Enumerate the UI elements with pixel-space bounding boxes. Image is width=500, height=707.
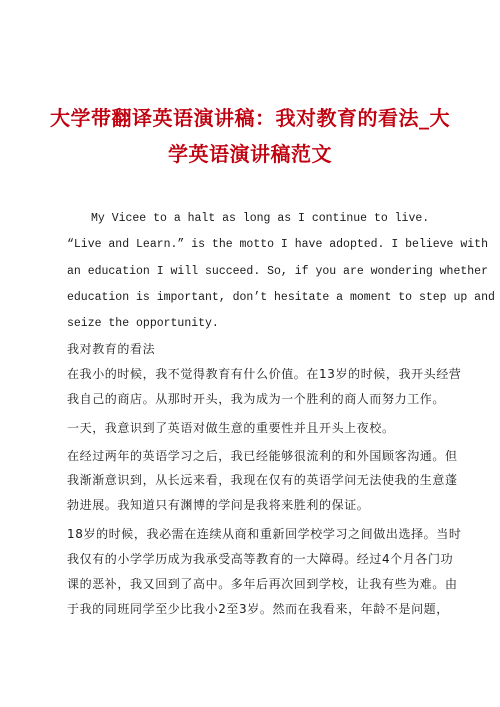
body-line: 我自己的商店。从那时开头，我为成为一个胜利的商人而努力工作。 bbox=[67, 392, 446, 406]
body-line: an education I will succeed. So, if you are wondering whether bbox=[67, 265, 488, 278]
title-line-1: 大学带翻译英语演讲稿：我对教育的看法_大 bbox=[50, 106, 450, 130]
body-line: “Live and Learn.” is the motto I have adopted. I believe with bbox=[67, 238, 488, 251]
body-line: seize the opportunity. bbox=[67, 317, 219, 330]
body-line: 我仅有的小学学历成为我承受高等教育的一大障碍。经过4个月各门功 bbox=[67, 552, 454, 566]
body-line: 在我小的时候，我不觉得教育有什么价值。在13岁的时候，我开头经营 bbox=[67, 367, 462, 381]
section-heading: 我对教育的看法 bbox=[67, 342, 156, 356]
body-line: 在经过两年的英语学习之后，我已经能够很流利的和外国顾客沟通。但 bbox=[67, 449, 458, 463]
body-line: 我渐渐意识到，从长远来看，我现在仅有的英语学问无法使我的生意蓬 bbox=[67, 473, 458, 487]
title-line-2: 学英语演讲稿范文 bbox=[168, 142, 332, 166]
body-line: 课的恶补，我又回到了高中。多年后再次回到学校，让我有些为难。由 bbox=[67, 577, 458, 591]
body-line: My Vicee to a halt as long as I continue to live. bbox=[91, 212, 430, 225]
body-line: 于我的同班同学至少比我小2至3岁。然而在我看来，年龄不是问题， bbox=[67, 602, 449, 616]
body-line: education is important, don’t hesitate a moment to step up and bbox=[67, 291, 495, 304]
document-title bbox=[40, 104, 460, 168]
body-line: 一天，我意识到了英语对做生意的重要性并且开头上夜校。 bbox=[67, 421, 395, 435]
body-line: 18岁的时候，我必需在连续从商和重新回学校学习之间做出选择。当时 bbox=[67, 527, 462, 541]
body-line: 勃进展。我知道只有渊博的学问是我将来胜利的保证。 bbox=[67, 498, 370, 512]
